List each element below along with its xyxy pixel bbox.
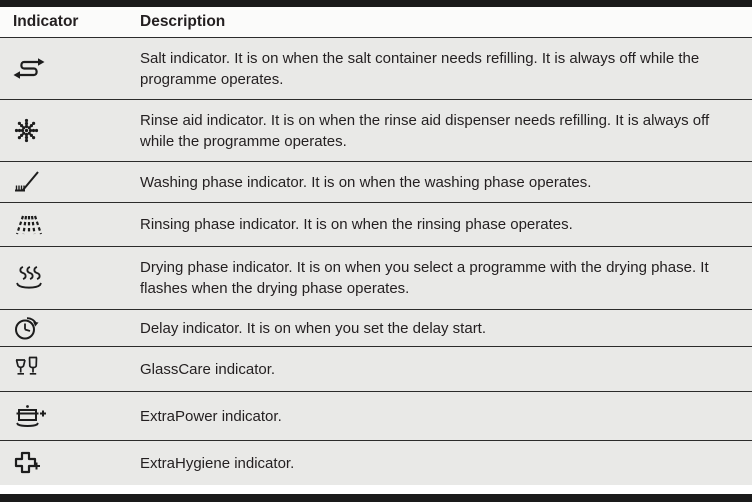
glasscare-icon (13, 355, 41, 383)
row-description: Delay indicator. It is on when you set the delay start. (140, 319, 487, 337)
extrapower-icon (13, 403, 49, 430)
delay-icon (13, 315, 41, 341)
table-row (0, 346, 752, 391)
table-row (0, 37, 752, 99)
table-header-row (0, 7, 752, 37)
table-row (0, 246, 752, 309)
row-description: Rinse aid indicator. It is on when the rinse aid dispenser needs refilling. It is always off while the programme operates. (140, 111, 710, 150)
header-description: Description (140, 13, 226, 30)
drying-phase-icon (13, 265, 45, 292)
row-description: Rinsing phase indicator. It is on when the rinsing phase operates. (140, 216, 573, 233)
table-row (0, 161, 752, 202)
table-row (0, 202, 752, 246)
table-row (0, 440, 752, 485)
table-row (0, 391, 752, 440)
salt-icon (13, 57, 45, 81)
table-row (0, 99, 752, 161)
table-row (0, 309, 752, 346)
header-indicator: Indicator (13, 13, 79, 30)
row-description: GlassCare indicator. (140, 360, 276, 378)
row-description: Salt indicator. It is on when the salt container needs refilling. It is always off while the programme operates. (140, 49, 700, 88)
row-description: Washing phase indicator. It is on when the washing phase operates. (140, 173, 592, 191)
row-description: Drying phase indicator. It is on when you select a programme with the drying phase. It flashes when the drying phase operates. (140, 259, 709, 297)
extrahygiene-icon (13, 450, 45, 477)
washing-phase-icon (13, 170, 41, 194)
row-description: ExtraHygiene indicator. (140, 454, 295, 472)
rinsing-phase-icon (13, 213, 45, 237)
row-description: ExtraPower indicator. (140, 407, 282, 425)
rinse-aid-icon (13, 117, 40, 144)
